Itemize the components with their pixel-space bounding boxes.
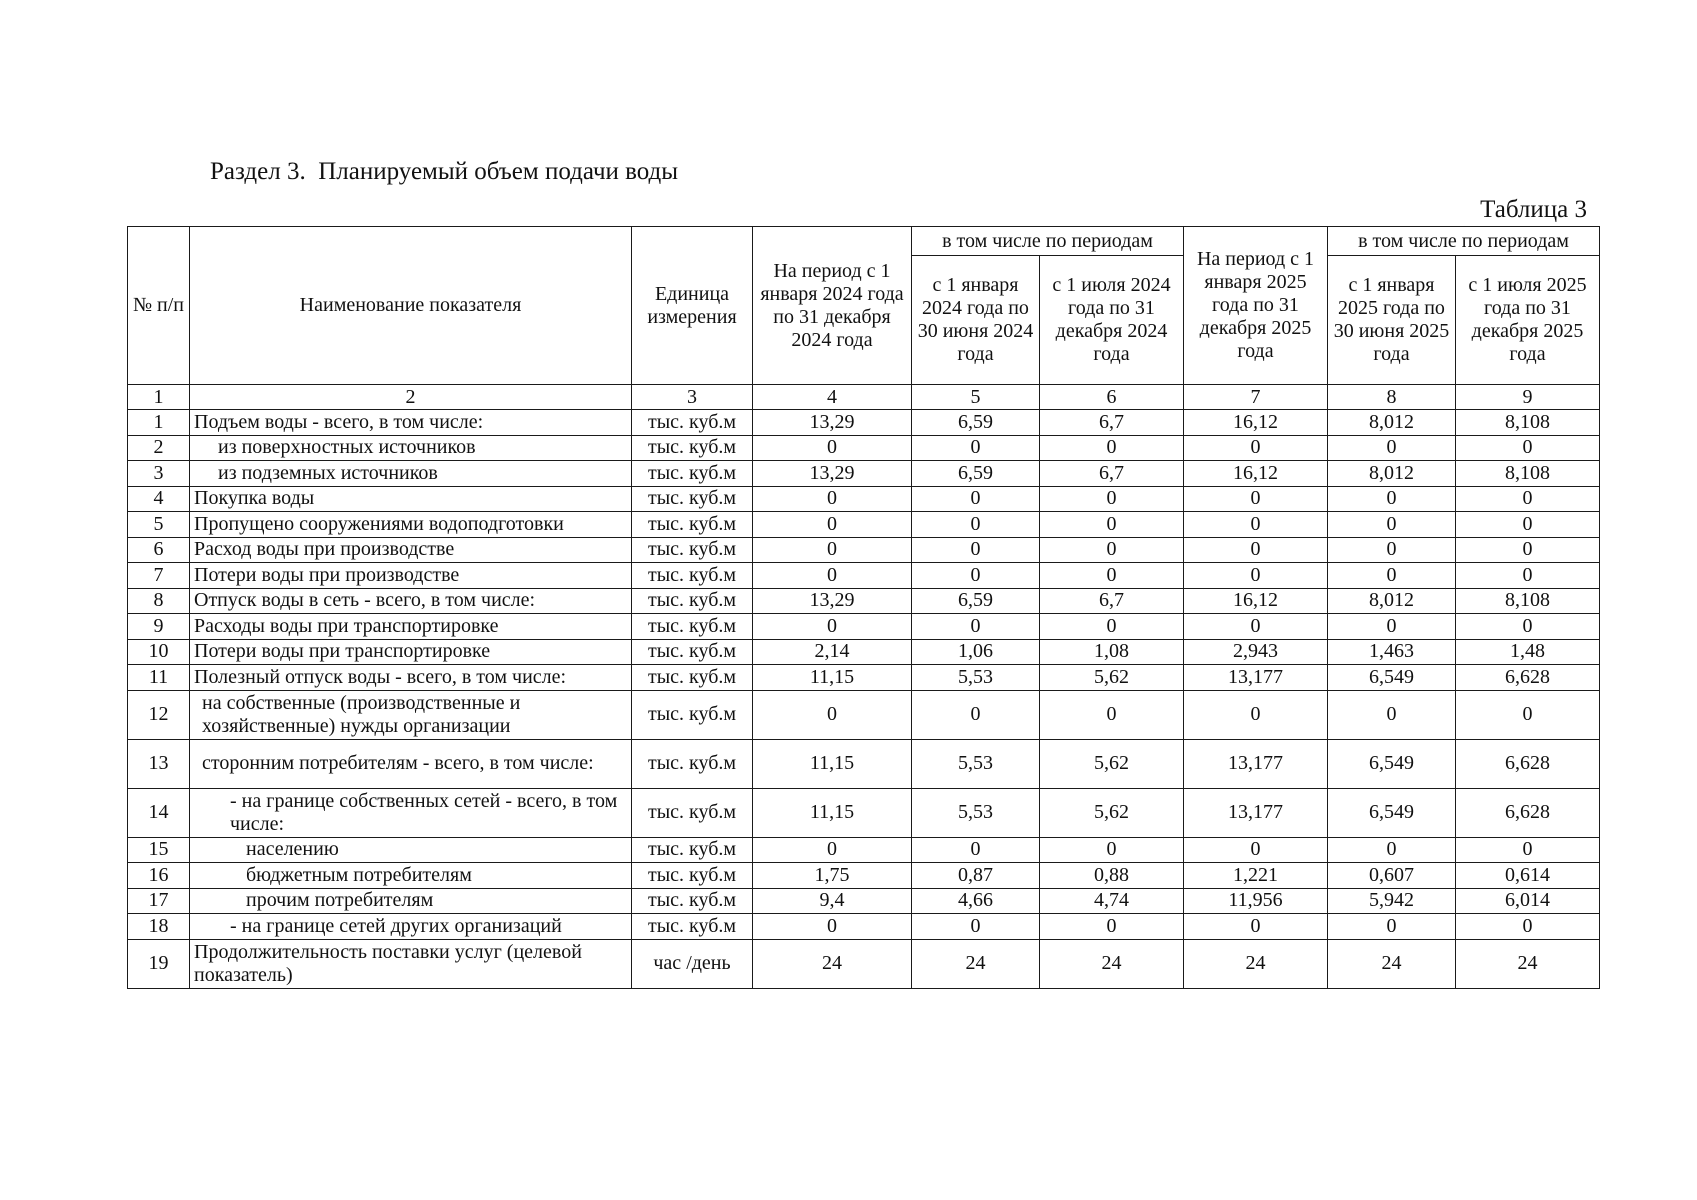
row-number: 3 <box>128 461 190 487</box>
unit: тыс. куб.м <box>632 512 753 538</box>
value-cell: 0,88 <box>1040 863 1184 889</box>
row-number: 18 <box>128 914 190 940</box>
row-number: 17 <box>128 888 190 914</box>
value-cell: 1,75 <box>753 863 912 889</box>
table-row <box>128 563 1600 589</box>
row-number: 19 <box>128 939 190 988</box>
value-cell: 0 <box>753 690 912 739</box>
value-cell: 24 <box>912 939 1040 988</box>
value-cell: 11,15 <box>753 739 912 788</box>
value-cell: 0 <box>912 512 1040 538</box>
value-cell: 0 <box>1040 614 1184 640</box>
value-cell: 0 <box>1456 512 1600 538</box>
indicator-name: населению <box>190 837 632 863</box>
value-cell: 8,012 <box>1328 461 1456 487</box>
value-cell: 0 <box>753 563 912 589</box>
value-cell: 0 <box>1184 837 1328 863</box>
value-cell: 6,628 <box>1456 739 1600 788</box>
row-number: 14 <box>128 788 190 837</box>
value-cell: 13,177 <box>1184 665 1328 691</box>
table-row <box>128 537 1600 563</box>
value-cell: 0 <box>1456 690 1600 739</box>
row-number: 12 <box>128 690 190 739</box>
value-cell: 6,7 <box>1040 588 1184 614</box>
row-number: 6 <box>128 537 190 563</box>
value-cell: 13,29 <box>753 461 912 487</box>
value-cell: 6,549 <box>1328 739 1456 788</box>
row-number: 16 <box>128 863 190 889</box>
value-cell: 0 <box>1040 914 1184 940</box>
value-cell: 6,549 <box>1328 665 1456 691</box>
header-h2-2024: с 1 июля 2024 года по 31 декабря 2024 года <box>1040 256 1184 385</box>
value-cell: 0 <box>1040 837 1184 863</box>
header-group-2025: в том числе по периодам <box>1328 227 1600 256</box>
indicator-name: прочим потребителям <box>190 888 632 914</box>
value-cell: 0 <box>1456 837 1600 863</box>
value-cell: 1,221 <box>1184 863 1328 889</box>
value-cell: 6,59 <box>912 461 1040 487</box>
value-cell: 13,177 <box>1184 739 1328 788</box>
value-cell: 0 <box>912 914 1040 940</box>
value-cell: 0 <box>1328 914 1456 940</box>
header-period-2025: На период с 1 января 2025 года по 31 декабря 2025 года <box>1184 227 1328 385</box>
column-number: 2 <box>190 385 632 410</box>
unit: тыс. куб.м <box>632 537 753 563</box>
row-number: 11 <box>128 665 190 691</box>
table-row <box>128 914 1600 940</box>
value-cell: 0 <box>1040 512 1184 538</box>
value-cell: 0,87 <box>912 863 1040 889</box>
value-cell: 1,06 <box>912 639 1040 665</box>
table-row <box>128 410 1600 436</box>
unit: тыс. куб.м <box>632 435 753 461</box>
value-cell: 0 <box>1184 914 1328 940</box>
value-cell: 0 <box>1184 512 1328 538</box>
value-cell: 0 <box>912 537 1040 563</box>
unit: тыс. куб.м <box>632 665 753 691</box>
unit: тыс. куб.м <box>632 639 753 665</box>
unit: тыс. куб.м <box>632 410 753 436</box>
header-unit: Единица измерения <box>632 227 753 385</box>
value-cell: 0 <box>1456 563 1600 589</box>
value-cell: 0,614 <box>1456 863 1600 889</box>
indicator-name: Покупка воды <box>190 486 632 512</box>
value-cell: 5,942 <box>1328 888 1456 914</box>
table-row <box>128 435 1600 461</box>
value-cell: 0 <box>1184 537 1328 563</box>
value-cell: 0 <box>1040 690 1184 739</box>
unit: час /день <box>632 939 753 988</box>
value-cell: 1,48 <box>1456 639 1600 665</box>
indicator-name: Отпуск воды в сеть - всего, в том числе: <box>190 588 632 614</box>
value-cell: 6,549 <box>1328 788 1456 837</box>
value-cell: 0 <box>1456 435 1600 461</box>
indicator-name: Расходы воды при транспортировке <box>190 614 632 640</box>
value-cell: 8,108 <box>1456 410 1600 436</box>
value-cell: 0 <box>1328 486 1456 512</box>
value-cell: 1,463 <box>1328 639 1456 665</box>
value-cell: 0 <box>753 486 912 512</box>
value-cell: 0 <box>1328 537 1456 563</box>
row-number: 7 <box>128 563 190 589</box>
unit: тыс. куб.м <box>632 614 753 640</box>
value-cell: 8,012 <box>1328 410 1456 436</box>
value-cell: 6,7 <box>1040 410 1184 436</box>
value-cell: 24 <box>1456 939 1600 988</box>
table-row <box>128 665 1600 691</box>
unit: тыс. куб.м <box>632 788 753 837</box>
water-supply-table <box>127 226 1600 989</box>
value-cell: 24 <box>1184 939 1328 988</box>
value-cell: 9,4 <box>753 888 912 914</box>
row-number: 2 <box>128 435 190 461</box>
value-cell: 0 <box>753 614 912 640</box>
value-cell: 0 <box>753 435 912 461</box>
value-cell: 0 <box>1456 914 1600 940</box>
value-cell: 6,628 <box>1456 665 1600 691</box>
indicator-name: бюджетным потребителям <box>190 863 632 889</box>
value-cell: 0 <box>1456 614 1600 640</box>
unit: тыс. куб.м <box>632 914 753 940</box>
value-cell: 0 <box>1040 537 1184 563</box>
value-cell: 0 <box>912 614 1040 640</box>
value-cell: 24 <box>1040 939 1184 988</box>
indicator-name: из поверхностных источников <box>190 435 632 461</box>
header-name: Наименование показателя <box>190 227 632 385</box>
header-num: № п/п <box>128 227 190 385</box>
indicator-name: Подъем воды - всего, в том числе: <box>190 410 632 436</box>
table-row <box>128 639 1600 665</box>
table-row <box>128 461 1600 487</box>
unit: тыс. куб.м <box>632 563 753 589</box>
section-title: Раздел 3. Планируемый объем подачи воды <box>210 158 679 185</box>
value-cell: 13,29 <box>753 410 912 436</box>
column-number: 1 <box>128 385 190 410</box>
table-row <box>128 588 1600 614</box>
table-label: Таблица 3 <box>1480 196 1587 223</box>
header-h1-2024: с 1 января 2024 года по 30 июня 2024 года <box>912 256 1040 385</box>
value-cell: 11,15 <box>753 665 912 691</box>
unit: тыс. куб.м <box>632 837 753 863</box>
value-cell: 1,08 <box>1040 639 1184 665</box>
unit: тыс. куб.м <box>632 588 753 614</box>
unit: тыс. куб.м <box>632 863 753 889</box>
table-row <box>128 863 1600 889</box>
value-cell: 0 <box>1184 690 1328 739</box>
value-cell: 8,108 <box>1456 461 1600 487</box>
row-number: 10 <box>128 639 190 665</box>
value-cell: 24 <box>1328 939 1456 988</box>
indicator-name: - на границе сетей других организаций <box>190 914 632 940</box>
indicator-name: - на границе собственных сетей - всего, в том числе: <box>190 788 632 837</box>
column-number: 7 <box>1184 385 1328 410</box>
value-cell: 5,53 <box>912 788 1040 837</box>
value-cell: 13,177 <box>1184 788 1328 837</box>
table-row <box>128 939 1600 988</box>
table-row <box>128 690 1600 739</box>
value-cell: 0 <box>912 435 1040 461</box>
row-number: 9 <box>128 614 190 640</box>
value-cell: 0 <box>912 837 1040 863</box>
value-cell: 16,12 <box>1184 410 1328 436</box>
value-cell: 2,943 <box>1184 639 1328 665</box>
unit: тыс. куб.м <box>632 461 753 487</box>
row-number: 15 <box>128 837 190 863</box>
row-number: 13 <box>128 739 190 788</box>
header-h2-2025: с 1 июля 2025 года по 31 декабря 2025 года <box>1456 256 1600 385</box>
header-h1-2025: с 1 января 2025 года по 30 июня 2025 года <box>1328 256 1456 385</box>
value-cell: 2,14 <box>753 639 912 665</box>
indicator-name: Полезный отпуск воды - всего, в том числе: <box>190 665 632 691</box>
unit: тыс. куб.м <box>632 690 753 739</box>
indicator-name: сторонним потребителям - всего, в том числе: <box>190 739 632 788</box>
value-cell: 0 <box>1328 690 1456 739</box>
indicator-name: из подземных источников <box>190 461 632 487</box>
column-number: 5 <box>912 385 1040 410</box>
column-number: 9 <box>1456 385 1600 410</box>
value-cell: 0 <box>1184 435 1328 461</box>
row-number: 1 <box>128 410 190 436</box>
value-cell: 16,12 <box>1184 461 1328 487</box>
value-cell: 0 <box>753 837 912 863</box>
row-number: 4 <box>128 486 190 512</box>
indicator-name: Потери воды при транспортировке <box>190 639 632 665</box>
value-cell: 0 <box>912 563 1040 589</box>
value-cell: 0 <box>753 512 912 538</box>
value-cell: 0 <box>1040 435 1184 461</box>
value-cell: 0 <box>1328 614 1456 640</box>
value-cell: 0 <box>912 486 1040 512</box>
value-cell: 6,7 <box>1040 461 1184 487</box>
value-cell: 5,62 <box>1040 739 1184 788</box>
indicator-name: на собственные (производственные и хозяйственные) нужды организации <box>190 690 632 739</box>
value-cell: 8,012 <box>1328 588 1456 614</box>
column-number: 8 <box>1328 385 1456 410</box>
table-row <box>128 888 1600 914</box>
value-cell: 0 <box>753 914 912 940</box>
row-number: 8 <box>128 588 190 614</box>
value-cell: 0 <box>1328 435 1456 461</box>
value-cell: 0 <box>1040 486 1184 512</box>
value-cell: 0,607 <box>1328 863 1456 889</box>
value-cell: 0 <box>912 690 1040 739</box>
table-row <box>128 739 1600 788</box>
table-row <box>128 837 1600 863</box>
value-cell: 0 <box>1184 563 1328 589</box>
value-cell: 5,62 <box>1040 665 1184 691</box>
header-period-2024: На период с 1 января 2024 года по 31 декабря 2024 года <box>753 227 912 385</box>
table-row <box>128 486 1600 512</box>
column-number: 6 <box>1040 385 1184 410</box>
value-cell: 6,59 <box>912 588 1040 614</box>
value-cell: 0 <box>1184 486 1328 512</box>
indicator-name: Пропущено сооружениями водоподготовки <box>190 512 632 538</box>
value-cell: 0 <box>753 537 912 563</box>
value-cell: 0 <box>1328 563 1456 589</box>
value-cell: 16,12 <box>1184 588 1328 614</box>
value-cell: 24 <box>753 939 912 988</box>
value-cell: 5,53 <box>912 739 1040 788</box>
unit: тыс. куб.м <box>632 888 753 914</box>
value-cell: 0 <box>1184 614 1328 640</box>
value-cell: 4,74 <box>1040 888 1184 914</box>
table-row <box>128 614 1600 640</box>
unit: тыс. куб.м <box>632 739 753 788</box>
value-cell: 0 <box>1328 837 1456 863</box>
value-cell: 0 <box>1456 537 1600 563</box>
value-cell: 13,29 <box>753 588 912 614</box>
column-number-row <box>128 385 1600 410</box>
value-cell: 11,956 <box>1184 888 1328 914</box>
indicator-name: Продолжительность поставки услуг (целевой показатель) <box>190 939 632 988</box>
unit: тыс. куб.м <box>632 486 753 512</box>
value-cell: 11,15 <box>753 788 912 837</box>
header-group-2024: в том числе по периодам <box>912 227 1184 256</box>
value-cell: 6,014 <box>1456 888 1600 914</box>
table-row <box>128 788 1600 837</box>
value-cell: 4,66 <box>912 888 1040 914</box>
value-cell: 5,53 <box>912 665 1040 691</box>
value-cell: 6,628 <box>1456 788 1600 837</box>
indicator-name: Потери воды при производстве <box>190 563 632 589</box>
value-cell: 0 <box>1040 563 1184 589</box>
column-number: 3 <box>632 385 753 410</box>
value-cell: 0 <box>1328 512 1456 538</box>
table-row <box>128 512 1600 538</box>
indicator-name: Расход воды при производстве <box>190 537 632 563</box>
value-cell: 8,108 <box>1456 588 1600 614</box>
value-cell: 6,59 <box>912 410 1040 436</box>
column-number: 4 <box>753 385 912 410</box>
value-cell: 0 <box>1456 486 1600 512</box>
value-cell: 5,62 <box>1040 788 1184 837</box>
row-number: 5 <box>128 512 190 538</box>
